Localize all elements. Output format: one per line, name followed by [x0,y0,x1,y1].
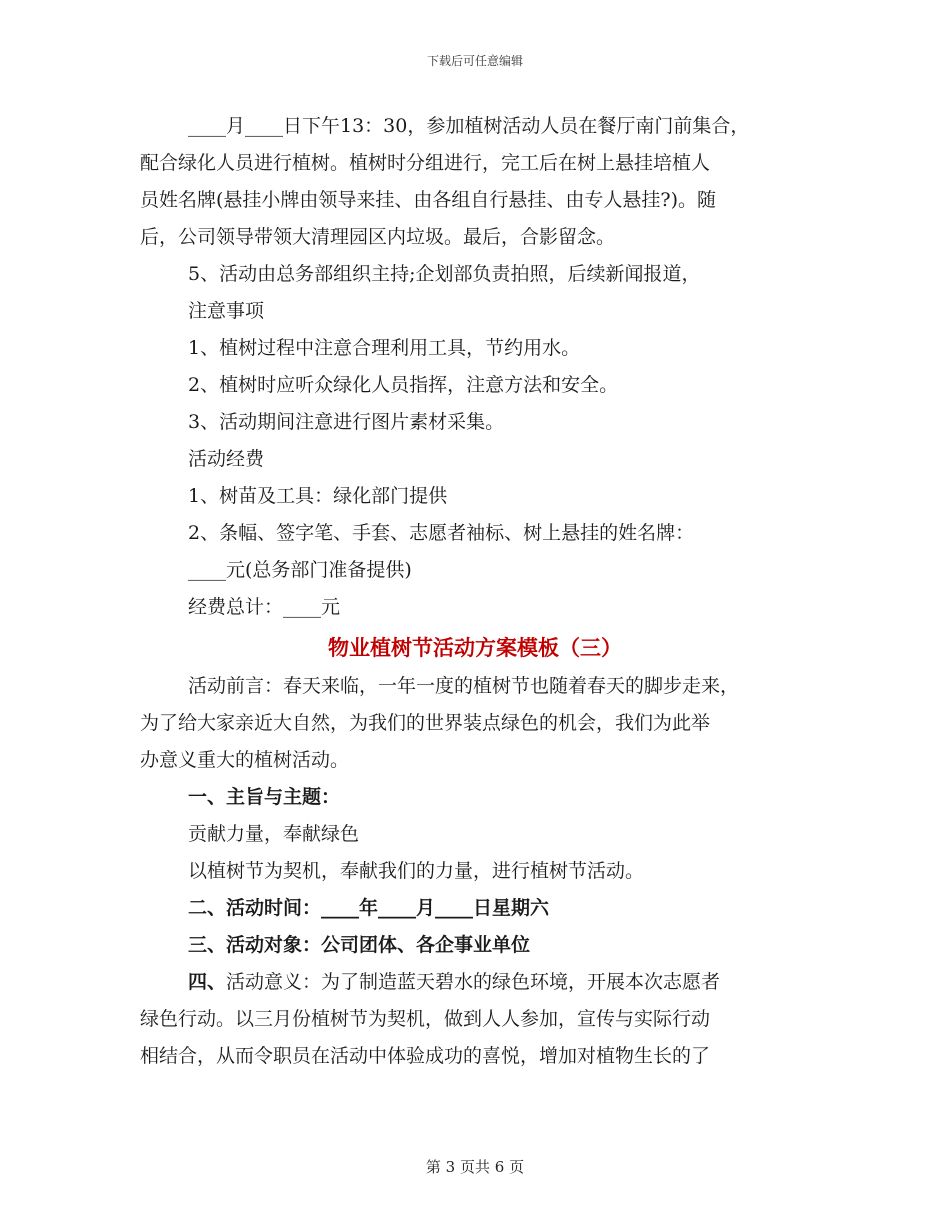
paragraph-line: 办意义重大的植树活动。 [140,749,350,771]
page-header: 下载后可任意编辑 [426,54,523,68]
paragraph-line: 为了给大家亲近大自然，为我们的世界装点绿色的机会，我们为此举 [140,712,711,734]
list-item: 2、植树时应听众绿化人员指挥，注意方法和安全。 [188,374,619,396]
list-item: 3、活动期间注意进行图片素材采集。 [188,411,505,433]
heading-time: 二、活动时间：____年____月____日星期六 [188,897,550,919]
subheading-budget: 活动经费 [188,448,265,470]
section-title: 物业植树节活动方案模板（三） [328,635,622,660]
document-body [140,108,810,1075]
paragraph-line: 配合绿化人员进行植树。植树时分组进行，完工后在树上悬挂培植人 [140,152,711,174]
paragraph-line: 5、活动由总务部组织主持;企划部负责拍照，后续新闻报道， [188,263,701,285]
paragraph-line: 员姓名牌(悬挂小牌由领导来挂、由各组自行悬挂、由专人悬挂?)。随 [140,189,717,211]
list-item: 1、树苗及工具：绿化部门提供 [188,485,448,507]
paragraph-line: ____月____日下午13：30，参加植树活动人员在餐厅南门前集合， [188,115,750,137]
budget-total: 经费总计：____元 [188,596,341,618]
heading-number: 四、 [188,971,227,993]
paragraph-line: 活动前言：春天来临，一年一度的植树节也随着春天的脚步走来， [188,675,740,697]
paragraph-line: ____元(总务部门准备提供) [188,559,412,581]
paragraph-text: 活动意义：为了制造蓝天碧水的绿色环境，开展本次志愿者 [226,971,721,993]
paragraph-line: 相结合，从而令职员在活动中体验成功的喜悦，增加对植物生长的了 [140,1045,711,1067]
list-item: 2、条幅、签字笔、手套、志愿者袖标、树上悬挂的姓名牌： [188,522,695,544]
heading-theme: 一、主旨与主题： [188,786,341,808]
heading-audience: 三、活动对象：公司团体、各企事业单位 [188,934,531,956]
paragraph-line [140,964,810,1001]
subheading-notes: 注意事项 [188,300,265,322]
paragraph-line: 贡献力量，奉献绿色 [188,823,360,845]
paragraph-line: 后，公司领导带领大清理园区内垃圾。最后，合影留念。 [140,226,616,248]
paragraph-line: 绿色行动。以三月份植树节为契机，做到人人参加，宣传与实际行动 [140,1008,711,1030]
paragraph-line: 以植树节为契机，奉献我们的力量，进行植树节活动。 [188,860,645,882]
list-item: 1、植树过程中注意合理利用工具，节约用水。 [188,337,581,359]
page-footer: 第 3 页共 6 页 [425,1158,525,1176]
